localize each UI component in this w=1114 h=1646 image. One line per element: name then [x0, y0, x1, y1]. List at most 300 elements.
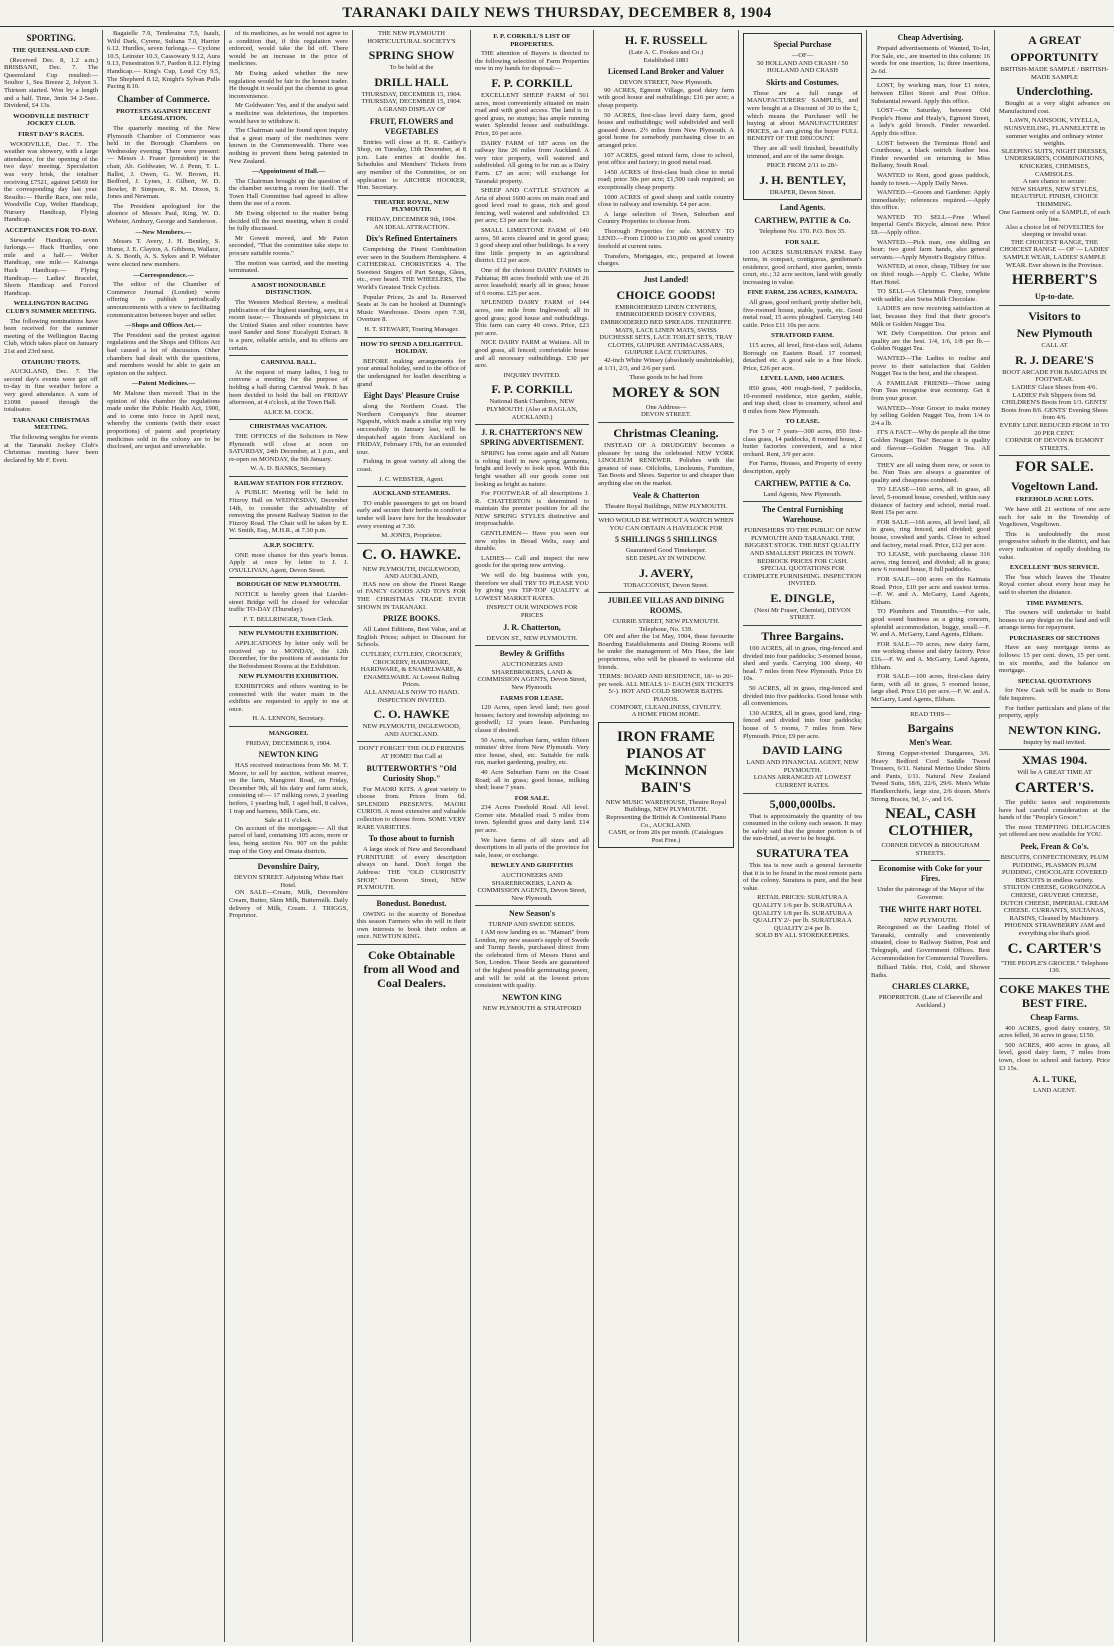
ad-line: CASH, or from 20s per month. (Catalogues Post Free.): [608, 829, 724, 844]
subhead: —Patent Medicines.—: [131, 380, 196, 388]
ad-line: WHO WOULD BE WITHOUT A WATCH WHEN YOU CAN OBTAIN A HAVELOCK FOR: [598, 517, 734, 532]
divider: [598, 271, 734, 272]
section-title: Chamber of Commerce.: [117, 93, 210, 104]
subhead: FIRST DAY'S RACES.: [18, 130, 84, 138]
ad-heading: JUBILEE VILLAS AND DINING ROOMS.: [607, 596, 725, 616]
signature: H. A. LENNON, Secretary.: [252, 715, 325, 723]
article-text: 90 ACRES, Egmont Village, good dairy farm with good house and outbuildings; £16 per acre; a cheap property.: [598, 86, 734, 109]
article-text: All grass, good orchard, pretty shelter belt, five-roomed house, stable, yards, etc. Good metal road, 15 acres ploughed. Carrying 140 cattle. Price £11 10s per acre.: [743, 299, 862, 329]
goods-list: EMBROIDERED LINEN CENTRES, EMBROIDERED DOSEY COVERS, EMBROIDERED BED SPREADS. TENERIFFE MATS, LACE LINEN MATS, SWISS DUCHESSE SETS, LACE TOILET SETS, TRAY CLOTHS, GUIPURE ANTIMACASSARS, GUIPURE LACE CURTAINS.: [599, 303, 733, 357]
article-text: of its medicines, as he would not agree to a condition that, if this regulation were enforced, would take the lid off. There would be an increase in the price of medicines.: [229, 30, 348, 68]
ad-line: These goods to be had from: [629, 374, 703, 382]
article-text: Mr Malone then moved: That in the opinion of this chamber the regulations made under the Public Health Act, 1900, and to come into force in April next, whereby the contents (with their exact proportions) of patent and proprietary medicines sold in the colony are to be disclosed, are unjust and unworkable.: [107, 389, 220, 451]
column-sporting: [0, 30, 103, 1642]
advertiser-name: J. AVERY,: [639, 565, 693, 580]
article-text: These are a full range of MANUFACTURERS' SAMPLES, and were bought at a Discount of 30 to the £, which means the Purchaser will be buying at about MANUFACTURERS' PRICES, as I am giving the buyer FULL BENEFIT OF THE DISCOUNT.: [747, 89, 858, 143]
ad-line: Also a choice lot of NOVELTIES for sleeping or invalid wear.: [1005, 223, 1104, 239]
subhead: FOR SALE.: [514, 794, 550, 802]
column-chamber: [103, 30, 225, 1642]
article-text: SPLENDID DAIRY FARM of 144 acres, one mile from Inglewood; all in good grass; good house and outbuildings. This farm can carry 40 cows. Price, £23 per acre.: [475, 299, 589, 337]
notice-title: MANGOREI.: [268, 729, 309, 737]
article-text: A large stock of New and Secondhand FURNITURE of every description always on hand. Don't forget the Address: THE "OLD CURIOSITY SHOP," Devon Street, NEW PLYMOUTH.: [357, 846, 466, 892]
article-text: Comprising the Finest Combination ever seen in the Southern Hemisphere. 4 CATHEDRAL CHORISTERS 4. The Sweetest Singers of Part Songs, Glees, etc., ever heard. THE WHEELERS, The World's Greatest Trick Cyclists.: [357, 246, 466, 292]
address: CURRIE STREET, NEW PLYMOUTH. Telephone, No. 139.: [612, 618, 720, 633]
advertiser-name: CARTHEW, PATTIE & Co.: [754, 478, 851, 488]
article-text: The following weights for events at the Taranaki Jockey Club's Christmas meeting have been declared by Mr F. Evett.: [4, 433, 98, 464]
ad-line: —OF—: [791, 52, 814, 59]
ad-line: BOOT ARCADE FOR BARGAINS IN FOOTWEAR.: [1002, 368, 1107, 384]
divider: [743, 625, 862, 626]
subhead: FREEHOLD ACRE LOTS.: [1015, 496, 1094, 504]
article-text: 107 ACRES, good mixed farm, close to school, post office and factory; in good metal road.: [598, 151, 734, 167]
ad-heading: Christmas Cleaning.: [613, 425, 719, 440]
advertiser-name: CARTHEW, PATTIE & Co.: [754, 216, 851, 226]
article-text: The following nominations have been received for the summer meeting of the Wellington Racing Club, which takes place on January 21st and 23rd next.: [4, 317, 98, 355]
special-purchase-ad: [743, 33, 862, 200]
divider: [357, 486, 466, 487]
event-dates: THURSDAY, DECEMBER 15, 1904. THURSDAY, DECEMBER 15, 1904.: [361, 90, 462, 106]
classified-ad: LADIES are now receiving satisfaction at last, because they find that their grocer's Milk or Golden Nugget Tea.: [871, 305, 990, 328]
ad-line: INSPECT OUR WINDOWS FOR PRICES: [486, 604, 578, 619]
divider: [999, 749, 1110, 750]
article-text: The most TEMPTING DELICACIES yet offered are now available for YOU.: [999, 823, 1110, 839]
classified-ad: TO SELL—A Christmas Pony, complete with saddle; also Swiss Milk Chocolate.: [871, 288, 990, 303]
subhead: —New Members.—: [135, 228, 192, 236]
ad-heading: To those about to furnish: [368, 834, 455, 844]
terms: TERMS: BOARD AND RESIDENCE, 18/- to 20/- per week. ALL MEALS 1/- EACH (SIX TICKETS 5/-). HOT AND COLD SHOWER BATHS. PIANOS.: [598, 673, 734, 704]
divider: [357, 895, 466, 896]
article-text: For 5 or 7 years—300 acres, 850 first-class grass, 14 paddocks, 8 roomed house, 2 butter factories convenient, and a nice orchard. Rent, 3/9 per acre.: [743, 427, 862, 458]
ad-line: INSPECTION INVITED.: [377, 696, 446, 704]
subhead: OTAHUHU TROTS.: [21, 358, 81, 366]
article-text: Stewards' Handicap, seven furlongs.— Hack Hurdles, one mile and a half.— Welter Handicap, one mile.— Kairanga Hack Handicap.— Flying Handicap.— Ladies' Bracelet, Shorts Handicap and Forced Handicap.: [4, 236, 98, 297]
notice-title: CARNIVAL BALL.: [260, 359, 317, 367]
article-text: (Received Dec. 8, 1.2 a.m.) BRISBANE, Dec. 7. The Queensland Cup resulted:— Soultor 1, Sea Breeze 2, Jolyon 3. Thirteen started. Won by a length and a half. Time, 3min 34 2-5sec. Dividend, £4 13s.: [4, 56, 98, 110]
address: NEW PLYMOUTH & STRATFORD: [482, 1004, 582, 1012]
divider: [229, 577, 348, 578]
cruise-title: Eight Days' Pleasure Cruise: [363, 391, 460, 401]
divider: [357, 741, 466, 742]
ad-heading: Visitors to: [1028, 309, 1081, 324]
article-text: 120 Acres, open level land; two good houses; factory and township adjoining; no goodwill; 12 years lease. Purchasing clause if desired.: [475, 704, 589, 734]
ad-heading: Three Bargains.: [761, 629, 844, 644]
column-spring-show: [353, 30, 471, 1642]
article-text: The Chairman said he found upon inquiry that a great many of the medicines were known in the Commonwealth. There was nothing to prevent them being patented in New Zealand.: [229, 127, 348, 165]
ad-heading: Bargains: [907, 721, 954, 736]
event-sub: To be held at the: [389, 64, 434, 72]
classified-ad: THEY are all using them now, or soon to be. Nun Teas are always a guarantee of quality and cheapness combined.: [871, 461, 990, 484]
article-text: 130 ACRES, all in grass, good land, ring-fenced and divided into four paddocks; house of 5 rooms, 7 miles from New Plymouth. Price, £9 per acre.: [743, 709, 862, 740]
date-line: FRIDAY, DECEMBER 9th, 1904.: [366, 215, 457, 223]
event-title: SPRING SHOW: [368, 48, 455, 63]
ad-heading: Up-to-date.: [1035, 292, 1074, 302]
article-text: OWING to the scarcity of Bonedust this season Farmers who do will in their own interests to book their orders at once. NEWTON KING.: [357, 910, 466, 941]
signature: F. T. BELLRINGER, Town Clerk.: [243, 615, 334, 623]
article-text: Have an easy mortgage terms as follows: 15 per cent. down, 15 per cent. in six months, and the balance on mortgage.: [999, 644, 1110, 675]
section-title: SPORTING.: [26, 33, 76, 43]
classified-ad: WE Defy Competition. Our prices and quality are the best. 1/4, 1/6, 1/8 per lb.—Golden Nugget Tea.: [871, 330, 990, 353]
article-text: NOTICE is hereby given that Liardet-street Bridge will be closed for vehicular traffic TO-DAY (Thursday).: [229, 591, 348, 614]
classified-ad: FOR SALE—166 acres, all level land, all in grass, ring fenced, and divided; good house, cowshed and yards. Close to school and factory, metal road. Price, £12 per acre.: [871, 518, 990, 549]
article-text: 500 ACRES, 400 acres in grass, all level, good dairy farm, 7 miles from town, close to school and factory. Price £3 15s.: [999, 1041, 1110, 1072]
column-notices: [225, 30, 353, 1642]
classified-ad: LOST—On Saturday, between Old People's Home and Healy's, Egmont Street, a lady's gold brooch. Finder rewarded. Apply this office.: [871, 107, 990, 137]
article-text: THE attention of Buyers is directed to the following selection of Farm Properties now in my hands for disposal:—: [475, 50, 589, 73]
goods-list: STILTON CHEESE, GORGONZOLA CHEESE, GRUYERE CHEESE, DUTCH CHEESE, IMPERIAL CREAM CHEESE. CURRANTS, SULTANAS, RAISINS, Cleaned by Machinery.: [1000, 884, 1109, 922]
article-text: Mr Ewing asked whether the new regulation would be fair to the honest trader. He thought it would put the chemist to great inconvenience.: [229, 69, 348, 100]
subhead: SPECIAL QUOTATIONS: [1017, 677, 1092, 685]
subhead: TO LEASE.: [785, 418, 820, 426]
article-text: Popular Prices, 2s and 1s. Reserved Seats at 3s can be booked at Dunning's Music Warehouse. Doors open 7.30, Overture 8.: [357, 293, 466, 324]
article-text: Strong Copper-riveted Dungarees, 3/6. Heavy Bedford Cord Saddle Tweed Trousers, 6/11. Natural Merino Under Shirts and Pants, 1/11. Natural New Zealand Tweed Suits, 18/6, 22/6, 29/6. Men's White Handkerchiefs, large size, 2/6 dozen. Men's Strong Braces, 9d, 1/-, and 1/6.: [871, 750, 990, 803]
article-text: HAS now on show the Finest Range of FANCY GOODS AND TOYS FOR THE CHRISTMAS TRADE EVER SHOWN IN TARANAKI.: [357, 580, 466, 611]
ad-line: DON'T FORGET THE OLD FRIENDS AT HOME! But Call at: [358, 745, 465, 760]
article-text: The Western Medical Review, a medical publication of the highest standing, says, in a recent issue:— Thousands of physicians in the United States and other countries have used Sander and Sons' Eucalypti Extract. It is a pure, reliable article, and its effects are certain.: [229, 299, 348, 352]
piano-ad: [598, 722, 734, 849]
notice-title: HOW TO SPEND A DELIGHTFUL HOLIDAY.: [360, 340, 463, 356]
ad-line: NEW SHAPES, NEW STYLES, BEAUTIFUL FINISH, CHOICE TRIMMING.: [1010, 185, 1099, 208]
address: AUCTIONEERS AND SHAREBROKERS, LAND & COMMISSION AGENTS, Devon Street, New Plymouth.: [477, 661, 587, 691]
ad-heading: Land Agents.: [779, 203, 826, 213]
article-text: Bought at a very slight advance on Manufactured cost.: [999, 100, 1110, 115]
ad-line: SEE DISPLAY IN WINDOW.: [625, 554, 707, 562]
ad-line: EVERY LINE REDUCED FROM 10 TO 20 PER CENT.: [999, 422, 1110, 437]
article-text: I AM now landing ex ss. "Mamari" from London, my new season's supply of Swede and Turnip Seeds, purchased direct from the celebrated firm of Messrs Hurst and Son, London. These Seeds are guaranteed of the highest possible germinating power, and will be sold at the lowest prices consistent with quality.: [475, 929, 589, 990]
ad-heading: J. R. CHATTERTON'S NEW SPRING ADVERTISEMENT.: [480, 428, 584, 448]
article-text: At the request of many ladies, I beg to convene a meeting for the purpose of holding a ball during Carnival Week. It has been decided to hold the ball on FRIDAY afternoon, at 4 o'clock, at the Town Hall.: [229, 368, 348, 407]
ad-line: (Late A. C. Fookes and Co.): [628, 49, 704, 56]
ad-line: Under the patronage of the Mayor of the Governor.: [877, 886, 984, 902]
goods-list: SLEEPING SUITS, NIGHT DRESSES, UNDERSKIRTS, COMBINATIONS, KNICKERS, CHEMISES, CAMISOLES.: [1001, 147, 1108, 178]
article-text: INSTEAD OF A DRUDGERY becomes a pleasure by using the celebrated NEW YORK LINOLEUM RENEWER. Polishes with the greatest of ease. Oilcloths, Linoleums, Furniture, Tan Boots and Shoes. Superior to and cheaper than anything else on the market.: [598, 441, 734, 487]
ad-line: SOLD BY ALL STOREKEEPERS.: [755, 932, 850, 940]
subhead: WELLINGTON RACING CLUB'S SUMMER MEETING.: [5, 300, 97, 315]
article-text: The quarterly meeting of the New Plymouth Chamber of Commerce was held in the Borough Chambers on Wednesday evening. There were present:— Messrs J. Fraser (president) in the chair, Ab. Goldwater, W. J. Penn, T. L. Ballot, J. Owen, G. W. Brown, H. Bedford, J. Lynes, J. Gilbert, W. D. Bowler, P. Simpson, R. M. Dixon, S. Jones and Newman.: [107, 124, 220, 201]
address: DEVON ST., NEW PLYMOUTH.: [486, 634, 578, 642]
coke-ad: Coke Obtainable from all Wood and Coal Dealers.: [363, 948, 460, 991]
ad-line: Inquiry by mail invited.: [1023, 738, 1086, 746]
article-text: ONE more chance for this year's bonus. Apply at once by letter to J. J. O'SULLIVAN, Agent, Devon Street.: [229, 551, 348, 574]
signature: W. A. D. BANKS, Secretary.: [250, 465, 327, 473]
ad-heading: Men's Wear.: [909, 738, 952, 748]
section-title: Cheap Advertising.: [897, 33, 964, 42]
advertiser-name: Bewley & Griffiths: [499, 649, 565, 659]
classified-ad: LOST between the Terminus Hotel and Courthouse, a black ostrich feather boa. Finder rewarded on returning to Miss Bellamy, South Road.: [871, 139, 990, 170]
coke-ad: Economise with Coke for your Fires.: [878, 864, 983, 884]
subhead: PURCHASERS OF SECTIONS: [1009, 634, 1100, 642]
ad-line: BEDROCK PRICES FOR CASH. SPECIAL QUOTATIONS FOR COMPLETE FURNISHING. INSPECTION INVITED.: [743, 557, 862, 588]
address: Land Agents, New Plymouth.: [763, 490, 842, 498]
ad-heading: The Central Furnishing Warehouse.: [761, 505, 844, 525]
classified-ad: FOR SALE—100 acres on the Kaimata Road. Price, £10 per acre and easiest terms.—F. W. and A. McGarry, Land Agents, Eltham.: [871, 576, 990, 606]
advertiser-name: R. J. DEARE'S: [1015, 352, 1094, 367]
ad-line: "THE PEOPLE'S GROCER." Telephone 130.: [1000, 959, 1109, 975]
ad-heading: OPPORTUNITY: [1010, 50, 1099, 64]
advertiser-name: H. F. RUSSELL: [624, 33, 708, 47]
ad-heading: Cheap Farms.: [1030, 1012, 1079, 1022]
divider: [475, 424, 589, 425]
advertiser-name: F. P. CORKILL: [491, 75, 573, 90]
signature: ALICE M. COCK.: [263, 408, 314, 416]
article-text: 42-inch White Winsey (absolutely unshrinkable), at 1/11, 2/3, and 2/6 per yard.: [598, 357, 734, 372]
advertiser-name: NEAL, CASH CLOTHIER,: [885, 806, 976, 840]
article-text: 50 ACRES, first-class level dairy farm, good house and outbuildings; well subdivided and well grassed down. 2½ miles from New Plymouth. A good home for somebody purchasing close to an arranged price.: [598, 111, 734, 149]
price-line: PRICE FROM 2/11 to 28/-: [766, 162, 839, 170]
ad-line: 50 HOLLAND AND CRASH / 50 HOLLAND AND CRASH: [756, 59, 849, 75]
signature: M. JONES, Proprietor.: [381, 532, 442, 540]
divider: [871, 707, 990, 708]
divider: [743, 793, 862, 794]
classified-ad: WANTED to Rent, good grass paddock, handy to town.—Apply Daily News.: [871, 171, 990, 187]
ad-line: LAND AGENT.: [1032, 1087, 1077, 1095]
address: CORNER OF DEVON & EGMONT STREETS.: [1005, 437, 1104, 452]
column-opportunity: [995, 30, 1114, 1642]
classified-ad: WANTED.—Groom and Gardener. Apply immediately; references required.—Apply this office.: [871, 189, 990, 212]
classified-ad: TO Plumbers and Tinsmiths.—For sale, good sound business as a going concern, splendid accommodation, buggy, small.—F. W. and A. McGarry, Land Agents, Eltham.: [871, 608, 990, 639]
classified-ad: WANTED.—Pick man, one shilling an hour; two good farm hands, also general servants.—Apply Mynott's Registry Office.: [871, 238, 990, 261]
article-text: On account of the mortgagee:— All that parcel of land, containing 105 acres, more or less, being section No. 907 on the public map of the Grey and Omata districts.: [229, 824, 348, 855]
article-text: Recognised as the Leading Hotel of Taranaki, centrally and conveniently situated, close to Railway Station, Post and Telegraph, and Government Offices. Best Accommodation for Commercial Travellers.: [871, 924, 990, 962]
article-text: SMALL LIMESTONE FARM of 140 acres, 50 acres cleared and in good grass; 3 good sheep and other buildings. Is a very fine little property in an agricultural district. £12 per acre.: [475, 227, 589, 265]
article-text: The owners will undertake to build houses to any design on the land and will arrange terms for repayment.: [999, 609, 1110, 632]
goods-list: CUTLERY, CUTLERY, CROCKERY, CROCKERY, HARDWARE, HARDWARE, & ENAMELWARE, & ENAMELWARE. At Lowest Ruling Prices.: [360, 651, 463, 689]
theatre-title: THEATRE ROYAL, NEW PLYMOUTH.: [373, 198, 450, 214]
ad-line: Established 1881: [643, 56, 689, 64]
ad-line: PHOENIX STRAWBERRY JAM and everything else that's good.: [1004, 922, 1105, 937]
troupe-name: Dix's Refined Entertainers: [365, 234, 458, 244]
sale-time: Sale at 11 o'clock.: [264, 817, 313, 825]
advertiser-name: DAVID LAING: [762, 743, 843, 758]
advertiser-name: THE WHITE HART HOTEL: [879, 904, 982, 914]
article-text: along the Northern Coast. The Northern Company's fine steamer Ngapuhi, which made a similar trip very successfully in January last, will be despatched again from Auckland on FRIDAY, February 17th, for an extended tour.: [357, 403, 466, 456]
advertiser-name: BEWLEY AND GRIFFITHS: [490, 862, 574, 870]
subhead: FOR SALE.: [785, 238, 820, 246]
article-text: We will do big business with you, therefore we shall TRY TO PLEASE YOU by giving you TIP-TOP QUALITY at LOWEST MARKET RATES.: [475, 572, 589, 602]
divider: [598, 592, 734, 593]
divider: [871, 860, 990, 861]
subhead: EXCELLENT 'BUS SERVICE.: [1009, 564, 1100, 572]
article-text: Transfers, Mortgages, etc., prepared at lowest charges.: [598, 252, 734, 268]
ad-heading: Peek, Frean & Co's.: [1020, 841, 1089, 851]
divider: [475, 645, 589, 646]
divider: [229, 278, 348, 279]
article-text: GENTLEMEN— Have you seen our new styles in Broad Welts, easy and durable.: [475, 530, 589, 553]
ad-heading: CHOICE GOODS!: [616, 287, 716, 302]
article-text: 850 grass, 400 rough-feed, 7 paddocks, 10-roomed residence, nice garden, stable, and trap shed; close to creamery, school and 8 miles from New Plymouth.: [743, 385, 862, 415]
article-text: 1450 ACRES of first-class bush close to metal road; price 30s per acre; £1,500 cash required; an exceptionally cheap property.: [598, 168, 734, 191]
divider: [999, 978, 1110, 979]
article-text: Messrs T. Avery, J. H. Bentley, S. Hume, J. E. Clayton, A. Gibbons, Wallace, A. S. Booth, A. S. Sykes and P. Webster were elected new members.: [107, 238, 220, 269]
divider: [999, 305, 1110, 306]
notice-title: BOROUGH OF NEW PLYMOUTH.: [236, 581, 341, 589]
classified-ad: TO LEASE—160 acres, all in grass, all level, 5-roomed house, cowshed, within easy distance of factory and school, metal road. Rent 15s per acre.: [871, 486, 990, 517]
article-text: TO enable passengers to get on board early and secure their berths in comfort a tender will leave here for the breakwater every evening at 7.30.: [357, 499, 466, 530]
subhead: —Appointment of Hall.—: [251, 168, 326, 176]
masthead: TARANAKI DAILY NEWS THURSDAY, DECEMBER 8, 1904: [0, 0, 1114, 27]
address: DRAPER, Devon Street.: [769, 188, 836, 196]
divider: [357, 195, 466, 196]
article-text: This is undoubtedly the most progressive suburb in the district, and has every indication of rapidly doubling its value.: [999, 530, 1110, 561]
column-cheap-ads: [867, 30, 995, 1642]
article-text: Billiard Table. Hot, Cold, and Shower Baths.: [871, 964, 990, 979]
advertiser-name: F. P. CORKILL: [491, 382, 573, 397]
article-text: THE OFFICES of the Solicitors in New Plymouth will close at noon on SATURDAY, 24th December, at 1 p.m., and re-open on MONDAY, the 9th January.: [229, 432, 348, 463]
divider: [743, 501, 862, 502]
address: DEVON STREET.: [640, 411, 692, 419]
ad-line: Will be A GREAT TIME AT: [1017, 769, 1092, 777]
article-text: LADIES— Call and inspect the new goods for the spring now arriving.: [475, 554, 589, 570]
article-text: BEFORE making arrangements for your annual holiday, send to the office of the undersigned for leaflet describing a grand: [357, 357, 466, 388]
article-text: A large selection of Town, Suburban and Country Properties to choose from.: [598, 210, 734, 226]
ad-line: THE CHOICEST RANGE, THE CHOICEST RANGE — OF — LADIES' SAMPLE WEAR, LADIES' SAMPLE WEAR. Ever shown in the Province.: [999, 238, 1110, 269]
article-text: EXCELLENT SHEEP FARM of 561 acres, most conveniently situated on main road and with good access. The land is in good grass, no stumps; has ample running water. Splendid house and outbuildings. Price, £6 per acre.: [475, 91, 589, 137]
article-text: A PUBLIC Meeting will be held in Fitzroy Hall on WEDNESDAY, December 14th, to consider the advisability of removing the present Railway Station to the Fitzroy Road. The Chair will be taken by E. W. Smith, Esq., M.H.R., at 7.30 p.m.: [229, 489, 348, 535]
divider: [229, 858, 348, 859]
advertiser-name: J. H. BENTLEY,: [759, 172, 846, 187]
classified-ad: WANTED—The Ladies to realise and prove to their satisfaction that Golden Nugget Tea is the best, and the cheapest.: [871, 354, 990, 378]
subhead: ACCEPTANCES FOR TO-DAY.: [4, 227, 98, 235]
address: NEW MUSIC WAREHOUSE, Theatre Royal Buildings, NEW PLYMOUTH.: [605, 798, 727, 814]
ad-line: TURNIP AND SWEDE SEEDS.: [488, 921, 576, 929]
price-list: RETAIL PRICES: SURATURA A QUALITY 1/6 per lb. SURATURA A QUALITY 1/8 per lb. SURATURA A QUALITY 2/- per lb. SURATURA A QUALITY 2/4 per lb.: [752, 894, 853, 932]
address: LAND AND FINANCIAL AGENT, NEW PLYMOUTH.: [746, 759, 859, 774]
article-text: The motion was carried, and the meeting terminated.: [229, 259, 348, 275]
divider: [598, 513, 734, 514]
notice-title: RAILWAY STATION FOR FITZROY.: [233, 479, 344, 487]
article-text: 115 acres, all level, first-class soil, Adams Borough on Eastern Road. 17 roomed; detached etc. A good sale to a fine block. Price, £26 per acre.: [743, 342, 862, 372]
advertiser-name: C. O. HAWKE: [373, 707, 450, 722]
article-text: The editor of the Chamber of Commerce Journal (London) wrote offering to publish periodically announcements with a view to facilitating communication between buyer and seller.: [107, 281, 220, 319]
display-line: A GRAND DISPLAY OF: [377, 105, 446, 113]
subhead: —Shops and Offices Act.—: [125, 322, 202, 330]
address: (Next Mr Fraser, Chemist), DEVON STREET.: [754, 606, 851, 622]
article-text: Entries will close at H. R. Cattley's Shop, on Tuesday, 13th December, at 8 p.m. Late entries at double fee. Schedules and Members' Tickets from any member of the Committee, or on application to ARCHER HOOKER, Hon. Secretary.: [357, 138, 466, 192]
ad-line: ALL ANNUALS NOW TO HAND.: [363, 689, 460, 696]
coke-ad: COKE MAKES THE BEST FIRE.: [999, 981, 1110, 1010]
article-text: ON and after the 1st May, 1904, these favourite Boarding Establishments and Dining Rooms will be under the management of Mrs Hase, the late proprietress, who will be pleased to welcome old friends.: [598, 633, 734, 671]
classified-ad: WANTED—Your Grocer to make money by selling Golden Nugget Tea, from 1/4 to 2/4 a lb.: [871, 404, 990, 427]
divider: [999, 455, 1110, 456]
divider: [357, 543, 466, 544]
article-text: APPLICATIONS by letter only will be received up to MONDAY, the 12th December, for the positions of assistants for the Refreshment Rooms at the Exhibition.: [229, 639, 348, 670]
advertiser-name: SURATURA TEA: [756, 845, 849, 860]
advertiser-name: CHARLES CLARKE,: [892, 982, 969, 992]
article-text: Mr Gowett moved, and Mr Paton seconded, "That the committee take steps to procure suitable rooms.": [229, 234, 348, 258]
ad-heading: PRIZE BOOKS.: [383, 614, 440, 624]
address: NEW PLYMOUTH, INGLEWOOD, AND AUCKLAND,: [362, 565, 461, 581]
article-text: The President said the protest against regulations and the Shops and Offices Act had caused a lot of discussion. Other chambers had dealt with the questions, and members would be able to gain an opinion on the subject.: [107, 331, 220, 377]
article-text: ON SALE—Cream, Milk, Devonshire Cream, Butter, Skim Milk, Buttermilk. Daily delivery of Milk, Cream. J. TRIGGS, Proprietor.: [229, 889, 348, 920]
subhead: TARANAKI CHRISTMAS MEETING.: [12, 416, 90, 432]
ad-heading: Vogeltown Land.: [1011, 479, 1098, 494]
advertiser-name: A. L. TUKE,: [1032, 1075, 1077, 1085]
address: DEVON STREET, New Plymouth.: [619, 79, 713, 87]
article-text: The President apologised for the absence of Messrs Paul, King, W. D. Webster, Ambury, George and Sanderson.: [107, 202, 220, 226]
article-text: For further particulars and plans of the property, apply: [999, 704, 1110, 720]
address: AUCTIONEERS AND SHAREBROKERS, LAND & COMMISSION AGENTS, Devon Street, New Plymouth.: [477, 872, 587, 902]
ad-heading: IRON FRAME PIANOS AT McKINNON BAIN'S: [617, 728, 715, 796]
article-text: We have still 21 sections of one acre each for sale in the Township of Vogeltown, Vogeltown.: [999, 505, 1110, 529]
article-text: The Chairman brought up the question of the chamber securing a room for itself. The Town Hall Committee had agreed to allow them the use of a room.: [229, 177, 348, 208]
ad-heading: Licensed Land Broker and Valuer: [607, 67, 725, 77]
ad-line: READ THIS—: [910, 710, 951, 718]
ad-heading: A GREAT: [1028, 33, 1081, 47]
classified-ad: A FAMILIAR FRIEND—Those using Nun Teas recognise true economy. Get it from your grocer.: [871, 379, 990, 402]
ad-line: One Address—: [645, 403, 687, 411]
classified-ad: FOR SALE—100 acres, first-class dairy farm, with all in grass, 5 roomed house, large shed. Price £16 per acre.—F. W. and A. McGarry, Land Agents, Eltham.: [871, 673, 990, 703]
price-line: 5 SHILLINGS 5 SHILLINGS: [614, 535, 718, 545]
ad-heading: Skirts and Costumes.: [766, 77, 839, 87]
ad-heading: Just Landed!: [643, 274, 689, 284]
advertiser-name: J. R. Chatterton,: [503, 622, 561, 632]
subhead: TIME PAYMENTS.: [1026, 599, 1083, 607]
advertiser-name: HERBERT'S: [1011, 272, 1098, 289]
article-text: 100 ACRES SUBURBAN FARM. Easy terms, in compact, contiguous, gentleman's residence, good orchard, nice garden, tennis court, etc.; 32 acre section, land with greatly increasing in value.: [743, 248, 862, 286]
ad-line: INQUIRY INVITED.: [503, 371, 561, 379]
ad-heading: 5,000,000lbs.: [769, 796, 836, 811]
ad-line: COMFORT, CLEANLINESS, CIVILITY.: [610, 703, 722, 711]
article-text: For Farms, Houses, and Property of every description, apply: [743, 460, 862, 475]
article-text: Thorough Properties for sale. MONEY TO LEND.—From £1000 to £10,000 on good country freehold at current rates.: [598, 227, 734, 251]
article-text: SHEEP AND CATTLE STATION at Aria of about 1600 acres on main road and good level road to grass, rich and good fencing, well watered and subdivided. £3 per acre; £3 per acre for cash.: [475, 187, 589, 225]
venue-title: DRILL HALL: [374, 74, 449, 89]
divider: [357, 337, 466, 338]
article-text: Fishing in great variety all along the coast.: [357, 458, 466, 473]
ad-line: One Garment only of a SAMPLE, of each line.: [999, 208, 1110, 224]
article-text: 40 Acre Suburban Farm on the Coast Road; all in grass; good house, milking shed; lease 7 years.: [475, 768, 589, 792]
address: NEW PLYMOUTH, INGLEWOOD, AND AUCKLAND.: [362, 723, 461, 738]
categories: FRUIT, FLOWERS and VEGETABLES: [369, 116, 454, 136]
divider: [475, 905, 589, 906]
divider: [229, 419, 348, 420]
advertiser-name: C. O. HAWKE.: [362, 546, 461, 563]
article-text: 50 Acres, suburban farm, within fifteen minutes' drive from New Plymouth. Very nice house, shed, etc. Suitable for milk run, market gardening, poultry, etc.: [475, 736, 589, 767]
attraction-line: AN IDEAL ATTRACTION.: [373, 223, 450, 231]
subhead: —Correspondence.—: [133, 271, 194, 279]
article-text: We have farms of all sizes and all descriptions in all parts of the province for sale, lease, or exchange.: [475, 836, 589, 859]
subhead: FARMS FOR LEASE.: [500, 694, 564, 702]
advertiser-name: Devonshire Dairy,: [257, 862, 320, 872]
article-text: For MAORI KITS. A great variety to choose from. Prices from 6d. SPLENDID PRESENTS. MAORI CURIOS. A most extensive and valuable collection to choose from. SOME VERY RARE VARIETIES.: [357, 785, 466, 831]
ad-line: BRITISH-MADE SAMPLE / BRITISH-MADE SAMPLE: [1000, 66, 1109, 81]
divider: [598, 422, 734, 423]
ad-line: CALL AT: [1041, 342, 1068, 350]
article-text: Mr Goldwater: Yes, and if the analyst said a medicine was deleterious, the importers would have to withdraw it.: [229, 102, 348, 125]
article-text: 50 ACRES, all in grass, ring-fenced and divided into five paddocks. Good house with all conveniences.: [743, 685, 862, 708]
subhead: THE QUEENSLAND CUP.: [12, 47, 90, 54]
goods-list: LAWN, NAINSOOK, VIYELLA, NUNSVEILING, FLANNELETTE in summer weights and ordinary winter weights.: [1004, 117, 1105, 148]
subhead: STRATFORD FARM.: [771, 332, 834, 340]
price-list: LADIES' Glace Shoes from 4/6. LADIES' Felt Slippers from 9d. CHILDREN'S Boots from 1/3. GENTS' Boots from 8/6. GENTS' Evening Shoes from 4/6.: [1001, 384, 1108, 422]
article-text: DAIRY FARM of 187 acres on the railway line 26 miles from Auckland. A very nice property, well watered and subdivided. All going to be run as a Dairy Farm. £7 an acre; will exchange for Taranaki property.: [475, 139, 589, 185]
signature: J. C. WEBSTER, Agent.: [379, 475, 444, 483]
address: National Bank Chambers, NEW PLYMOUTH. (Also at RAGLAN, AUCKLAND.): [486, 398, 578, 421]
article-text: 234 Acres Freehold Road. All level. Corner site. Metalled road. 5 miles from town. Splendid grass and dairy land. £14 per acre.: [475, 804, 589, 835]
address: DEVON STREET. Adjoining White Hart Hotel.: [233, 874, 344, 889]
address: NEW PLYMOUTH.: [903, 916, 958, 924]
advertiser-name: BUTTERWORTH'S "Old Curiosity Shop.": [366, 763, 457, 783]
classified-ad: TO LEASE, with purchasing clause 316 acres, ring fenced, and divided; all in grass; new 6 roomed house, 8 full paddocks.: [871, 551, 990, 574]
advertiser-name: NEWTON KING: [258, 750, 319, 760]
article-text: This tea is now such a general favourite that it is to be found in the most remote parts of the colony. Suratura is pure, and the best value.: [743, 861, 862, 892]
divider: [229, 726, 348, 727]
subhead: WOODVILLE DISTRICT JOCKEY CLUB.: [13, 112, 89, 128]
classified-ad: WANTED, at once, cheap, Tilbury for use on third rough.—Apply C. Clarke, White Hart Hotel.: [871, 263, 990, 286]
ad-line: FURNISHERS TO THE PUBLIC OF NEW PLYMOUTH AND TARANAKI. THE BIGGEST STOCK. THE BEST QUALITY AND SMALLEST PRICES IN TOWN.: [744, 527, 861, 557]
address: TOBACCONIST, Devon Street.: [623, 581, 709, 589]
ad-heading: Underclothing.: [1016, 84, 1093, 99]
ad-heading: New Season's: [508, 909, 555, 919]
